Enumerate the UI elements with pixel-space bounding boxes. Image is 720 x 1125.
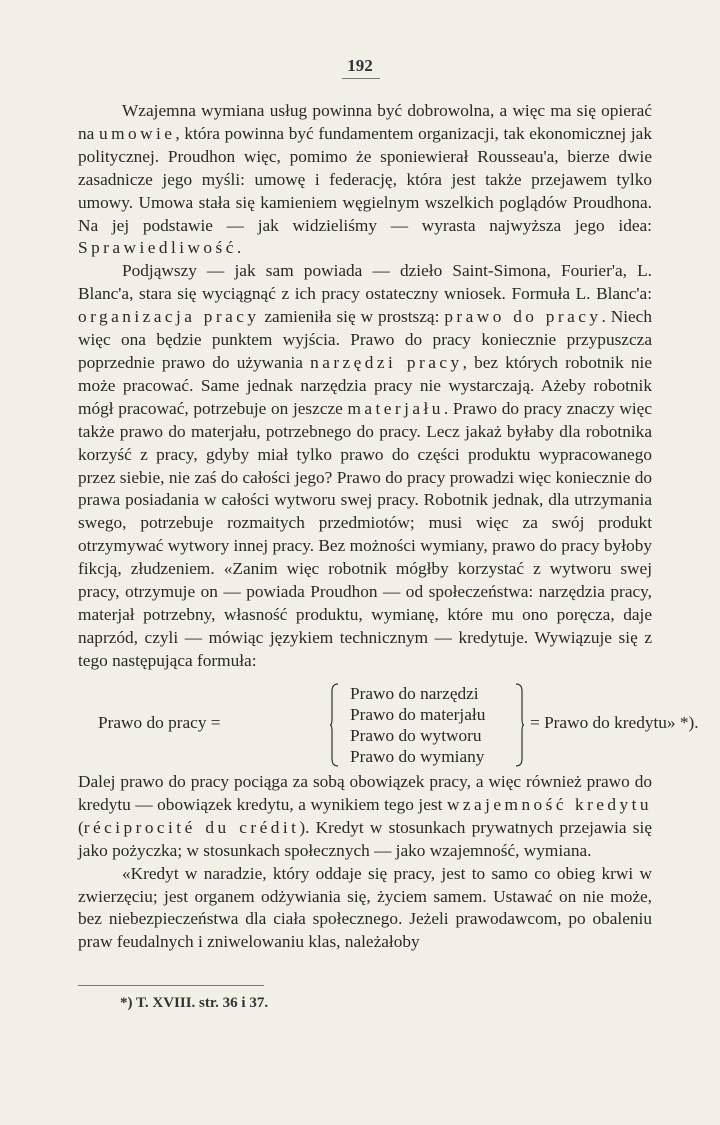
formula-item: Prawo do wymiany [350, 747, 485, 766]
footnote: *) T. XVIII. str. 36 i 37. [120, 995, 269, 1011]
spaced-emphasis: prawo do pracy [444, 307, 602, 327]
text-run: , bez których robotnik nie może pracować. Same jednak narzędzia pracy nie wystarczają. Ażeby robotnik mógł pracować, potrzebuje on jeszcze [78, 352, 652, 418]
spaced-emphasis: Sprawiedliwość [78, 238, 237, 258]
page-number: 192 [347, 56, 373, 75]
formula-item: Prawo do narzędzi [350, 684, 479, 703]
text-run: , która powinna być fundamentem organizacji, tak ekonomicznej jak politycznej. Proudhon więc, pomimo że sponiewierał Rousseau'a, bierze dwie zasadnicze jego myśli: umowę i federację, która jest także przejawem tylko umowy. Umowa stała się kamieniem węgielnym wszelkich poglądów Proudhona. Na jej podstawie — jak widzieliśmy — wyrasta najwyższa jego idea: [78, 123, 652, 235]
formula-right-side: = Prawo do kredytu» *). [530, 713, 699, 732]
text-run: Podjąwszy — jak sam powiada — dzieło Saint-Simona, Fourier'a, L. Blanc'a, stara się wyciągnąć z ich pracy ostateczny wniosek. Formuła L. Blanc'a: [78, 261, 652, 304]
credit-formula [78, 683, 699, 769]
spaced-emphasis: materjału [347, 398, 444, 418]
formula-left-brace [330, 683, 339, 767]
footnote-rule [78, 985, 264, 986]
spaced-emphasis: umowie [98, 123, 176, 143]
text-run: ). Kredyt w stosunkach prywatnych przejawia się jako pożyczka; w stosunkach społecznych — jako wzajemność, wymiana. [78, 817, 652, 860]
text-run: Dalej prawo do pracy pociąga za sobą obowiązek pracy, a więc również prawo do kredytu — obowiązek kredytu, a wynikiem tego jest [78, 772, 652, 814]
formula-item: Prawo do materjału [350, 705, 486, 724]
body-text-bottom [78, 771, 652, 954]
paragraph [78, 100, 652, 260]
spaced-emphasis: réciprocité du crédit [83, 817, 300, 837]
page-number-rule [342, 78, 380, 79]
formula-left-side: Prawo do pracy = [98, 713, 221, 732]
paragraph [78, 771, 652, 863]
text-run: . Prawo do pracy znaczy więc także prawo do materjału, potrzebnego do pracy. Lecz jakaż byłaby dla robotnika korzyść z pracy, gdyby miał tylko prawo do części produktu wypracowanego przez siebie, nie zaś do całości jego? Prawo do pracy prowadzi więc koniecznie do prawa posiadania w całości wytworu swej pracy. Robotnik jednak, dla utrzymania swego, potrzebuje rozmaitych przedmiotów; musi więc za swój produkt otrzymywać wytwory innej pracy. Bez możności wymiany, prawo do pracy byłoby fikcją, złudzeniem. «Zanim więc robotnik mógłby korzystać z wytworu swej pracy, otrzymuje on — powiada Proudhon — od społeczeństwa: narzędzia pracy, materjał potrzebny, własność produktu, wymianę, które mu ono poręcza, daje naprzód, czyli — mówiąc językiem technicznym — kredytuje. Wywiązuje się z tego następująca formuła: [78, 398, 652, 670]
text-run: ( [78, 817, 84, 837]
text-run: Wzajemna wymiana usług powinna być dobrowolna, a więc ma się opierać na [78, 101, 652, 143]
text-run: zamieniła się w prostszą: [259, 307, 445, 327]
spaced-emphasis: wzajemność kredytu [446, 794, 652, 814]
spaced-emphasis: organizacja pracy [78, 307, 260, 327]
paragraph [78, 260, 652, 672]
spaced-emphasis: narzędzi pracy [310, 352, 463, 372]
text-run: . Niech więc ona będzie punktem wyjścia. Prawo do pracy koniecznie przypuszcza poprzednie prawo do używania [78, 307, 652, 372]
paragraph [78, 863, 652, 955]
formula-item: Prawo do wytworu [350, 726, 482, 745]
formula-right-brace [515, 683, 524, 767]
text-run: «Kredyt w naradzie, który oddaje się pracy, jest to samo co obieg krwi w zwierzęciu; jest organem odżywiania się, życiem samem. Ustawać on nie może, bez niebezpieczeństwa dla ciała społecznego. Jeżeli prawodawcom, po obaleniu praw feudalnych i zniwelowaniu klas, należałoby [78, 863, 652, 952]
text-run: . [236, 238, 242, 258]
body-text-top [78, 100, 652, 673]
formula-items [350, 683, 485, 767]
